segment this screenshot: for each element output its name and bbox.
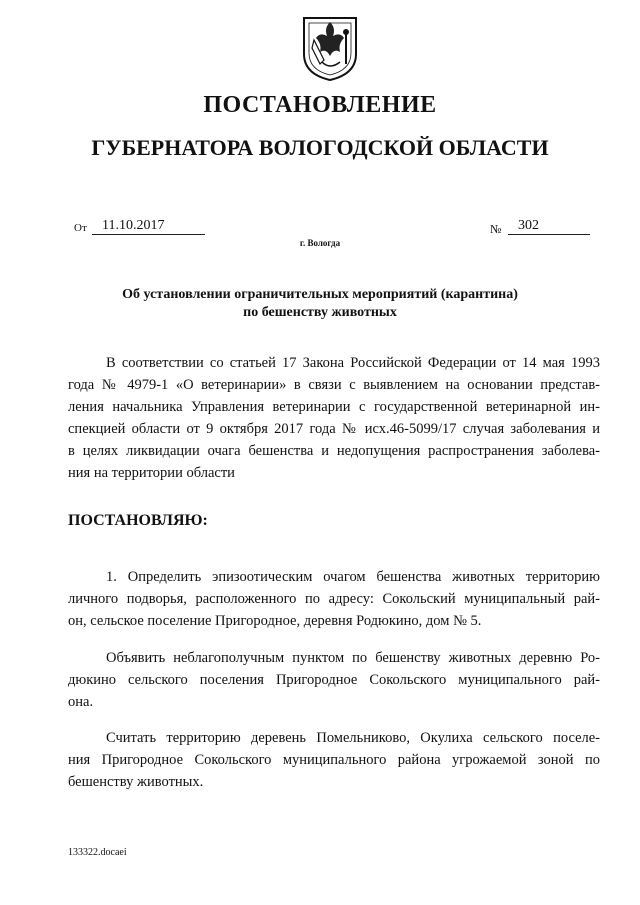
coat-of-arms-icon	[300, 14, 360, 82]
date-value: 11.10.2017	[92, 218, 205, 235]
subject-line: Об установлении ограничительных мероприятий (карантина)	[122, 287, 518, 302]
document-id: 133322.docaei	[68, 847, 127, 858]
number-label: №	[490, 222, 502, 236]
item-paragraph-1	[68, 566, 600, 632]
text-line: года № 4979-1 «О ветеринарии» в связи с выявлением на основании представ-	[68, 377, 600, 393]
document-subject	[0, 286, 640, 322]
text-line: 1. Определить эпизоотическим очагом бешенства животных территорию	[106, 569, 600, 585]
document-subtitle: ГУБЕРНАТОРА ВОЛОГОДСКОЙ ОБЛАСТИ	[91, 135, 549, 160]
number-value: 302	[508, 218, 590, 235]
text-line: Объявить неблагополучным пунктом по бешенству животных деревню Ро-	[106, 650, 600, 666]
subject-line: по бешенству животных	[243, 305, 397, 320]
preamble-paragraph	[68, 352, 600, 484]
text-line: ния Пригородное Сокольского муниципального района угрожаемой зоной по	[68, 752, 600, 768]
document-title: ПОСТАНОВЛЕНИЕ	[203, 92, 437, 118]
text-line: спекцией области от 9 октября 2017 года № исх.46-5099/17 случая заболевания и	[68, 421, 600, 437]
text-line: ния на территории области	[68, 465, 235, 481]
text-line: дюкино сельского поселения Пригородное Сокольского муниципального рай-	[68, 672, 600, 688]
text-line: она.	[68, 694, 94, 710]
text-line: бешенству животных.	[68, 774, 204, 790]
text-line: личного подворья, расположенного по адресу: Сокольский муниципальный рай-	[68, 591, 600, 607]
text-line: он, сельское поселение Пригородное, деревня Родюкино, дом № 5.	[68, 613, 482, 629]
item-paragraph-3	[68, 727, 600, 793]
resolve-heading: ПОСТАНОВЛЯЮ:	[68, 512, 208, 529]
item-paragraph-2	[68, 647, 600, 713]
city-label: г. Вологда	[299, 238, 341, 248]
text-line: в целях ликвидации очага бешенства и недопущения распространения заболева-	[68, 443, 600, 459]
text-line: В соответствии со статьей 17 Закона Российской Федерации от 14 мая 1993	[106, 355, 600, 371]
text-line: Считать территорию деревень Помельниково, Окулиха сельского поселе-	[106, 730, 600, 746]
date-label: От	[74, 222, 87, 234]
text-line: ления начальника Управления ветеринарии с государственной ветеринарной ин-	[68, 399, 600, 415]
